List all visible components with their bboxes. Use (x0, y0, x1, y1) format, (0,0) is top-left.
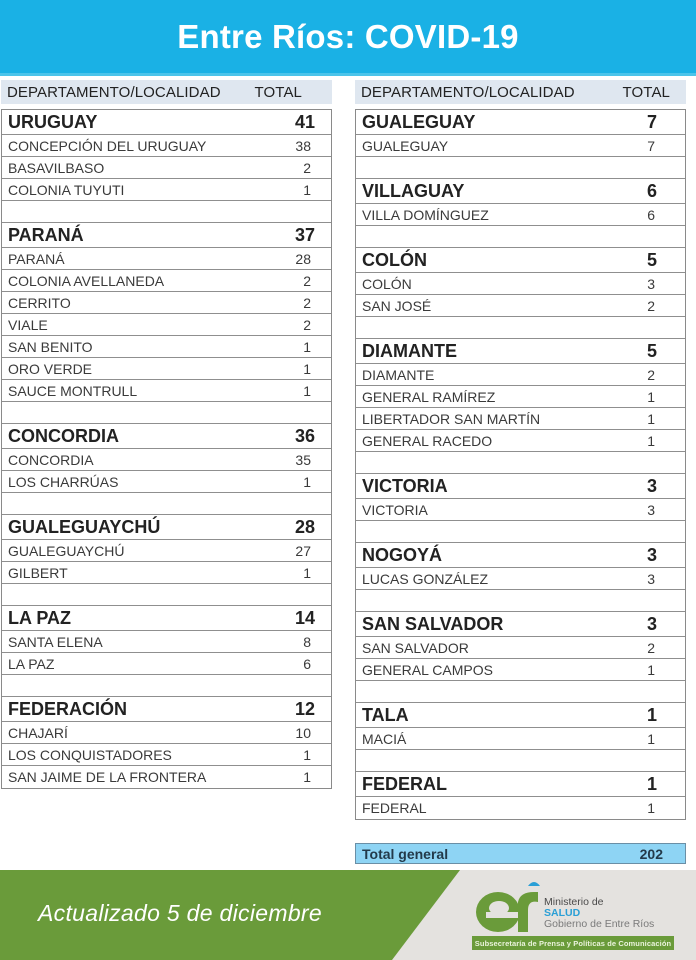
ministry-line1: Ministerio de (544, 896, 604, 908)
department-row-total: 14 (294, 607, 315, 628)
locality-row (356, 499, 685, 521)
locality-row-name: PARANÁ (8, 250, 65, 267)
left-table (1, 109, 332, 789)
department-row (356, 543, 685, 568)
locality-row-total: 1 (303, 360, 311, 377)
spacer-row (356, 452, 685, 474)
header-name: DEPARTAMENTO/LOCALIDAD (7, 83, 221, 101)
locality-row-name: FEDERAL (362, 800, 427, 816)
locality-row (356, 568, 685, 590)
locality-row (2, 449, 331, 471)
header-total: TOTAL (622, 83, 670, 101)
locality-row-total: 10 (295, 724, 311, 741)
spacer-row (2, 402, 331, 424)
locality-row-total: 2 (647, 366, 655, 383)
locality-row-total: 2 (647, 297, 655, 314)
locality-row-total: 3 (647, 570, 655, 587)
locality-row (2, 135, 331, 157)
locality-row-name: CONCEPCIÓN DEL URUGUAY (8, 137, 207, 154)
locality-row (356, 430, 685, 452)
locality-row-total: 7 (647, 137, 655, 154)
locality-row-total: 35 (295, 451, 311, 468)
locality-row (356, 364, 685, 386)
department-row-name: FEDERACIÓN (8, 698, 128, 719)
spacer-row (356, 590, 685, 612)
locality-row-name: COLONIA TUYUTI (8, 181, 125, 198)
locality-row (2, 248, 331, 270)
locality-row-name: VILLA DOMÍNGUEZ (362, 206, 489, 223)
department-row-name: GUALEGUAY (362, 111, 476, 132)
department-row-total: 5 (646, 249, 657, 270)
ministry-line3: Gobierno de Entre Ríos (544, 918, 655, 930)
locality-row-name: COLÓN (362, 275, 412, 292)
locality-row (356, 797, 685, 819)
locality-row-name: SAUCE MONTRULL (8, 382, 138, 399)
page-title: Entre Ríos: COVID-19 (177, 17, 519, 55)
department-row (2, 223, 331, 248)
department-row-name: PARANÁ (8, 224, 84, 245)
total-general-value: 202 (639, 845, 663, 862)
department-row-total: 12 (294, 698, 315, 719)
department-row-name: TALA (362, 704, 409, 725)
locality-row (2, 358, 331, 380)
department-row-name: LA PAZ (8, 607, 71, 628)
department-row (356, 179, 685, 204)
locality-row (2, 653, 331, 675)
locality-row (2, 157, 331, 179)
locality-row (356, 659, 685, 681)
locality-row-name: SANTA ELENA (8, 633, 103, 650)
locality-row-name: GILBERT (8, 564, 68, 581)
header-name: DEPARTAMENTO/LOCALIDAD (361, 83, 575, 101)
department-row (356, 248, 685, 273)
locality-row-total: 2 (303, 159, 311, 176)
locality-row (2, 744, 331, 766)
locality-row-name: GUALEGUAYCHÚ (8, 542, 125, 559)
locality-row (2, 540, 331, 562)
locality-row-total: 2 (303, 294, 311, 311)
ministry-line2: SALUD (544, 907, 581, 919)
department-row-total: 6 (646, 180, 657, 201)
locality-row-total: 1 (303, 181, 311, 198)
department-row-total: 41 (294, 111, 315, 132)
locality-row-total: 1 (647, 410, 655, 427)
department-row (356, 474, 685, 499)
department-row-name: VILLAGUAY (362, 180, 465, 201)
spacer-row (356, 157, 685, 179)
department-row (2, 515, 331, 540)
spacer-row (356, 226, 685, 248)
locality-row-name: SAN JOSÉ (362, 297, 432, 314)
locality-row (2, 562, 331, 584)
locality-row (2, 314, 331, 336)
locality-row (356, 637, 685, 659)
department-row-name: VICTORIA (362, 475, 448, 496)
locality-row-total: 27 (295, 542, 311, 559)
department-row (2, 424, 331, 449)
locality-row-name: VIALE (8, 316, 48, 333)
spacer-row (356, 317, 685, 339)
locality-row-name: GENERAL CAMPOS (362, 661, 493, 678)
total-general-row (355, 843, 686, 864)
right-column (355, 80, 686, 820)
department-row-total: 1 (646, 773, 657, 794)
department-row-total: 3 (646, 475, 657, 496)
updated-date: Actualizado 5 de diciembre (38, 900, 322, 926)
header-total: TOTAL (254, 83, 302, 101)
locality-row (356, 386, 685, 408)
locality-row (2, 292, 331, 314)
left-column (1, 80, 332, 789)
locality-row-total: 1 (647, 730, 655, 747)
locality-row (356, 728, 685, 750)
spacer-row (2, 493, 331, 515)
spacer-row (356, 750, 685, 772)
locality-row-total: 3 (647, 275, 655, 292)
locality-row (356, 135, 685, 157)
locality-row (2, 270, 331, 292)
locality-row-name: CERRITO (8, 294, 71, 311)
locality-row-name: CHAJARÍ (8, 724, 68, 741)
right-table (355, 109, 686, 820)
department-row-name: DIAMANTE (362, 340, 457, 361)
locality-row-name: SAN JAIME DE LA FRONTERA (8, 769, 207, 785)
department-row-total: 1 (646, 704, 657, 725)
locality-row-name: GENERAL RACEDO (362, 432, 493, 449)
locality-row-name: BASAVILBASO (8, 159, 105, 176)
locality-row (2, 471, 331, 493)
subsecretaria-banner: Subsecretaría de Prensa y Políticas de Comunicación (472, 936, 674, 950)
locality-row-name: LOS CONQUISTADORES (8, 746, 172, 763)
spacer-row (2, 584, 331, 606)
locality-row-name: COLONIA AVELLANEDA (8, 272, 165, 289)
title-banner (0, 0, 696, 76)
locality-row-name: LOS CHARRÚAS (8, 473, 119, 490)
locality-row-total: 1 (303, 769, 311, 785)
spacer-row (2, 201, 331, 223)
locality-row-total: 1 (303, 338, 311, 355)
department-row-name: GUALEGUAYCHÚ (8, 516, 161, 537)
locality-row (2, 631, 331, 653)
column-header (1, 80, 332, 104)
department-row-name: SAN SALVADOR (362, 613, 504, 634)
locality-row (2, 179, 331, 201)
locality-row-total: 2 (303, 316, 311, 333)
locality-row (356, 408, 685, 430)
locality-row-total: 1 (647, 661, 655, 678)
locality-row-name: LIBERTADOR SAN MARTÍN (362, 410, 541, 427)
department-row-total: 36 (294, 425, 315, 446)
spacer-row (2, 675, 331, 697)
ministry-text (544, 897, 654, 930)
locality-row-total: 1 (303, 564, 311, 581)
locality-row-total: 3 (647, 501, 655, 518)
locality-row (356, 204, 685, 226)
department-row-total: 37 (294, 224, 315, 245)
locality-row (356, 273, 685, 295)
locality-row-total: 1 (647, 388, 655, 405)
department-row-total: 7 (646, 111, 657, 132)
locality-row-total: 2 (303, 272, 311, 289)
locality-row (2, 336, 331, 358)
locality-row-name: VICTORIA (362, 501, 428, 518)
department-row-total: 28 (294, 516, 315, 537)
department-row (2, 110, 331, 135)
department-row (356, 772, 685, 797)
department-row-name: NOGOYÁ (362, 544, 443, 565)
locality-row-total: 6 (303, 655, 311, 672)
department-row-total: 3 (646, 613, 657, 634)
locality-row-total: 1 (303, 382, 311, 399)
locality-row (2, 722, 331, 744)
locality-row-total: 8 (303, 633, 311, 650)
locality-row-name: ORO VERDE (8, 360, 93, 377)
total-general-label: Total general (362, 845, 449, 862)
department-row (2, 697, 331, 722)
department-row (356, 110, 685, 135)
locality-row-name: MACIÁ (362, 730, 407, 747)
spacer-row (356, 521, 685, 543)
department-row-name: FEDERAL (362, 773, 447, 794)
locality-row-name: CONCORDIA (8, 451, 94, 468)
locality-row-total: 28 (295, 250, 311, 267)
locality-row-name: GENERAL RAMÍREZ (362, 388, 496, 405)
department-row-name: URUGUAY (8, 111, 98, 132)
department-row-total: 5 (646, 340, 657, 361)
locality-row-total: 1 (647, 800, 655, 816)
spacer-row (356, 681, 685, 703)
locality-row-name: DIAMANTE (362, 366, 435, 383)
locality-row-total: 1 (303, 473, 311, 490)
locality-row (2, 380, 331, 402)
locality-row-total: 1 (647, 432, 655, 449)
department-row-name: COLÓN (362, 249, 427, 270)
department-row (356, 703, 685, 728)
locality-row-total: 6 (647, 206, 655, 223)
er-logo-icon (472, 876, 552, 936)
locality-row-name: SAN SALVADOR (362, 639, 469, 656)
locality-row-name: LA PAZ (8, 655, 55, 672)
locality-row-name: SAN BENITO (8, 338, 93, 355)
department-row (356, 612, 685, 637)
locality-row (356, 295, 685, 317)
locality-row (2, 766, 331, 788)
footer (0, 870, 696, 960)
department-row (356, 339, 685, 364)
department-row-name: CONCORDIA (8, 425, 119, 446)
locality-row-name: GUALEGUAY (362, 137, 449, 154)
locality-row-total: 1 (303, 746, 311, 763)
locality-row-total: 38 (295, 137, 311, 154)
locality-row-total: 2 (647, 639, 655, 656)
column-header (355, 80, 686, 104)
department-row (2, 606, 331, 631)
department-row-total: 3 (646, 544, 657, 565)
locality-row-name: LUCAS GONZÁLEZ (362, 570, 489, 587)
